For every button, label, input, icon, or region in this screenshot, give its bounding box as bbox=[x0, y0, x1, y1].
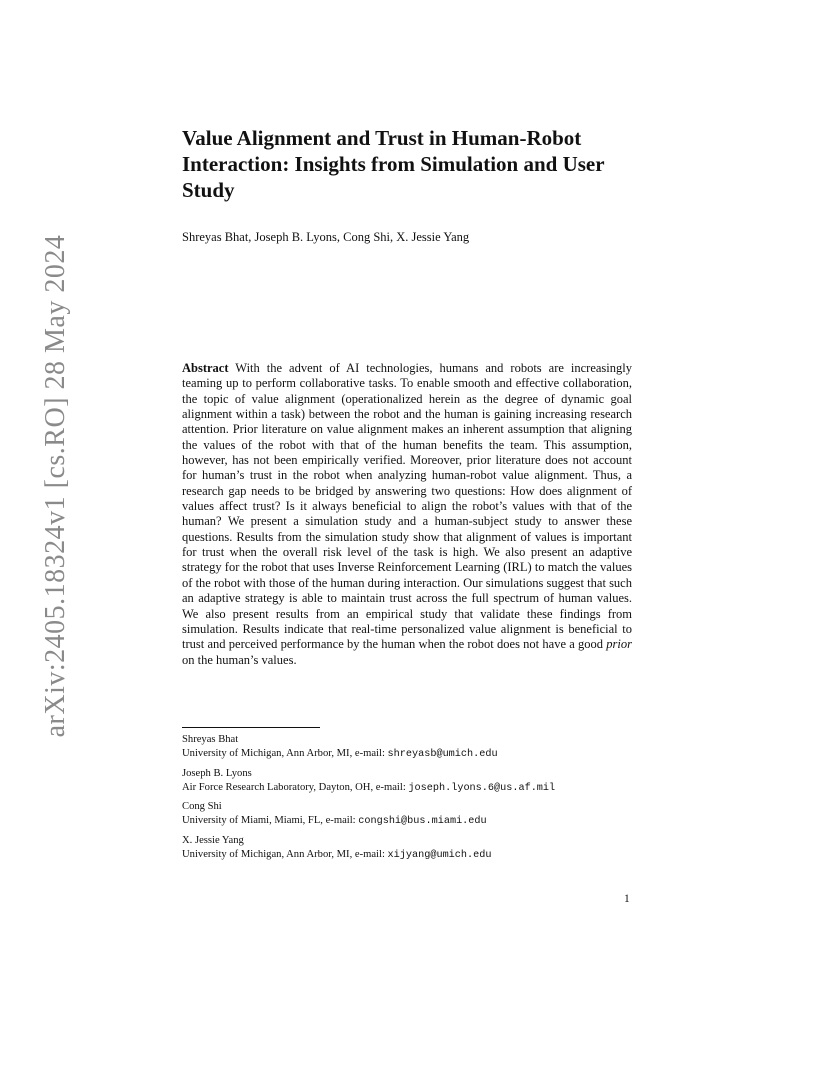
affiliation-institution: University of Michigan, Ann Arbor, MI, e-mail: bbox=[182, 849, 388, 860]
affiliation-name: Cong Shi bbox=[182, 801, 222, 812]
affiliation-line bbox=[182, 781, 632, 796]
abstract-italic-word: prior bbox=[606, 637, 632, 652]
affiliation-email: joseph.lyons.6@us.af.mil bbox=[408, 783, 556, 794]
affiliation-line bbox=[182, 814, 632, 829]
affiliation-line bbox=[182, 747, 632, 762]
abstract-paragraph bbox=[182, 361, 632, 668]
affiliation-email: xijyang@umich.edu bbox=[387, 850, 492, 861]
affiliation-block bbox=[182, 834, 632, 863]
author-list: Shreyas Bhat, Joseph B. Lyons, Cong Shi, X. Jessie Yang bbox=[182, 230, 470, 244]
affiliation-institution: University of Michigan, Ann Arbor, MI, e-mail: bbox=[182, 748, 388, 759]
affiliation-block bbox=[182, 800, 632, 829]
arxiv-side-stamp: arXiv:2405.18324v1 [cs.RO] 28 May 2024 bbox=[40, 234, 71, 738]
affiliation-email: shreyasb@umich.edu bbox=[387, 749, 498, 760]
affiliation-block bbox=[182, 767, 632, 796]
paper-title: Value Alignment and Trust in Human-Robot Interaction: Insights from Simulation and User Study bbox=[182, 126, 605, 202]
affiliation-block bbox=[182, 733, 632, 762]
affiliation-name: Shreyas Bhat bbox=[182, 734, 239, 745]
page-number: 1 bbox=[624, 893, 630, 905]
affiliation-institution: Air Force Research Laboratory, Dayton, OH, e-mail: bbox=[182, 782, 409, 793]
footnote-rule bbox=[182, 727, 320, 728]
affiliation-line bbox=[182, 848, 632, 863]
abstract-label: Abstract bbox=[182, 361, 229, 375]
affiliation-name: Joseph B. Lyons bbox=[182, 768, 252, 779]
abstract-text: With the advent of AI technologies, humans and robots are increasingly teaming up to perform collaborative tasks. To enable smooth and effective collaboration, the topic of value alignment (operationalized herein as the degree of dynamic goal alignment within a task) between the robot and the human is gaining increasing research attention. Prior literature on value alignment makes an inherent assumption that aligning the values of the robot with that of the human benefits the team. This assumption, however, has not been empirically verified. Moreover, prior literature does not account for human’s trust in the robot when analyzing human-robot value alignment. Thus, a research gap needs to be bridged by answering two questions: How does alignment of values affect trust? Is it always beneficial to align the robot’s values with that of the human? We present a simulation study and a human-subject study to answer these questions. Results from the simulation study show that alignment of values is important for trust when the overall risk level of the task is high. We also present an adaptive strategy for the robot that uses Inverse Reinforcement Learning (IRL) to match the values of the robot with those of the human during interaction. Our simulations suggest that such an adaptive strategy is able to maintain trust across the full spectrum of human values. We also present results from an empirical study that validate these findings from simulation. Results indicate that real-time personalized value alignment is beneficial to trust and perceived performance by the human when the robot does not have a good bbox=[182, 361, 632, 652]
affiliation-email: congshi@bus.miami.edu bbox=[358, 816, 487, 827]
affiliation-name: X. Jessie Yang bbox=[182, 835, 244, 846]
affiliation-institution: University of Miami, Miami, FL, e-mail: bbox=[182, 815, 359, 826]
abstract-text-end: on the human’s values. bbox=[182, 652, 297, 667]
